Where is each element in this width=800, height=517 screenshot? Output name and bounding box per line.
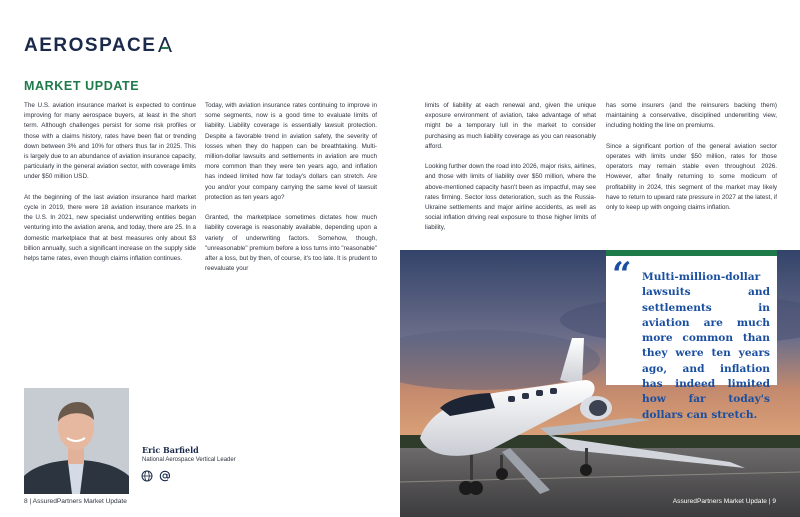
paragraph: limits of liability at each renewal and, given the unique exposure environment of aviation, take advantage of what might be a temporary lull in the market to consider purchasing as much liability coverage as you can reasonably afford. [425, 102, 596, 150]
logo-text: AEROSPACE [24, 35, 157, 56]
paragraph: has some insurers (and the reinsurers backing them) maintaining a conservative, disciplined underwriting view, including holding the line on premiums. [606, 102, 777, 130]
pull-quote-text: Multi-million-dollar lawsuits and settlements in aviation are much more common than they were ten years ago, and inflation has indeed limited how far today's dollars can stretch. [642, 271, 770, 421]
paragraph: Today, with aviation insurance rates continuing to improve in some segments, now is a good time to evaluate limits of liability. Liability coverage is essentially lawsuit protection. Despite a favorable trend in aviation safety, the severity of losses when they do happen can be breathtaking. Multi-million-dollar lawsuits and settlements in aviation are much more common than they were ten years ago, and inflation has indeed limited how far today's dollars can stretch. Are you and/or your company carrying the same level of lawsuit protection as ten years ago? [205, 102, 377, 201]
paragraph: Granted, the marketplace sometimes dictates how much liability coverage is reasonably available, depending upon a variety of underwriting factors. Somehow, though, "unreasonable" premium before a loss turns into "reasonable" after a loss, but by then, of course, it's too late. It is prudent to reevaluate your [205, 214, 377, 273]
article-column-1 [24, 101, 196, 274]
paragraph: Since a significant portion of the general aviation sector operates with limits under $50 million, rates for those operators may remain stable even throughout 2026. However, after finally returning to some modicum of profitability in 2024, this segment of the market may likely have to return to upward rate pressure in 2027 at the latest, if only to keep up with ongoing claims inflation. [606, 142, 777, 212]
footer-right: AssuredPartners Market Update | 9 [672, 498, 776, 505]
article-column-2 [205, 101, 377, 285]
section-title: MARKET UPDATE [24, 79, 140, 93]
paragraph: Looking further down the road into 2026, major risks, airlines, and those with limits of liability over $50 million, where the above-mentioned capacity hasn't been as impactful, may see rates firming. Sector loss deterioration, such as the Russia-Ukraine settlements and major airline accidents, as well as social inflation driving real exposure to those higher limits of liability, [425, 163, 596, 232]
footer-left: 8 | AssuredPartners Market Update [24, 498, 127, 505]
at-sign-icon[interactable] [159, 470, 171, 482]
author-name: Eric Barfield [142, 445, 199, 455]
pull-quote [606, 255, 777, 421]
author-title: National Aerospace Vertical Leader [142, 457, 236, 463]
author-headshot [24, 388, 129, 494]
article-column-4 [606, 101, 777, 223]
aerospace-logo [24, 35, 173, 57]
article-column-3 [425, 101, 596, 244]
globe-icon[interactable] [141, 470, 153, 482]
paragraph: The U.S. aviation insurance market is expected to continue improving for many aerospace buyers, at least in the short term. Although challenges persist for some risk profiles or those with a claims history, rates have been flat or trending down between 3% and 10% for others thus far in 2025. This is largely due to an abundance of aviation insurance capacity, particularly in the general aviation sector, with coverage limits under $50 million USD. [24, 102, 196, 181]
quote-mark-icon: “ [612, 255, 632, 295]
logo-mark-icon [157, 36, 173, 57]
paragraph: At the beginning of the last aviation insurance hard market cycle in 2019, there were 18 aviation insurance markets in the U.S. In 2021, new specialist underwriting entities began venturing into the aviation arena, and today, there are 25. In a domestic marketplace that at best measures only about $3 billion annually, such a significant increase on the supply side helps tame rates, even though claims inflation continues. [24, 193, 196, 263]
author-contact-icons [141, 470, 171, 482]
